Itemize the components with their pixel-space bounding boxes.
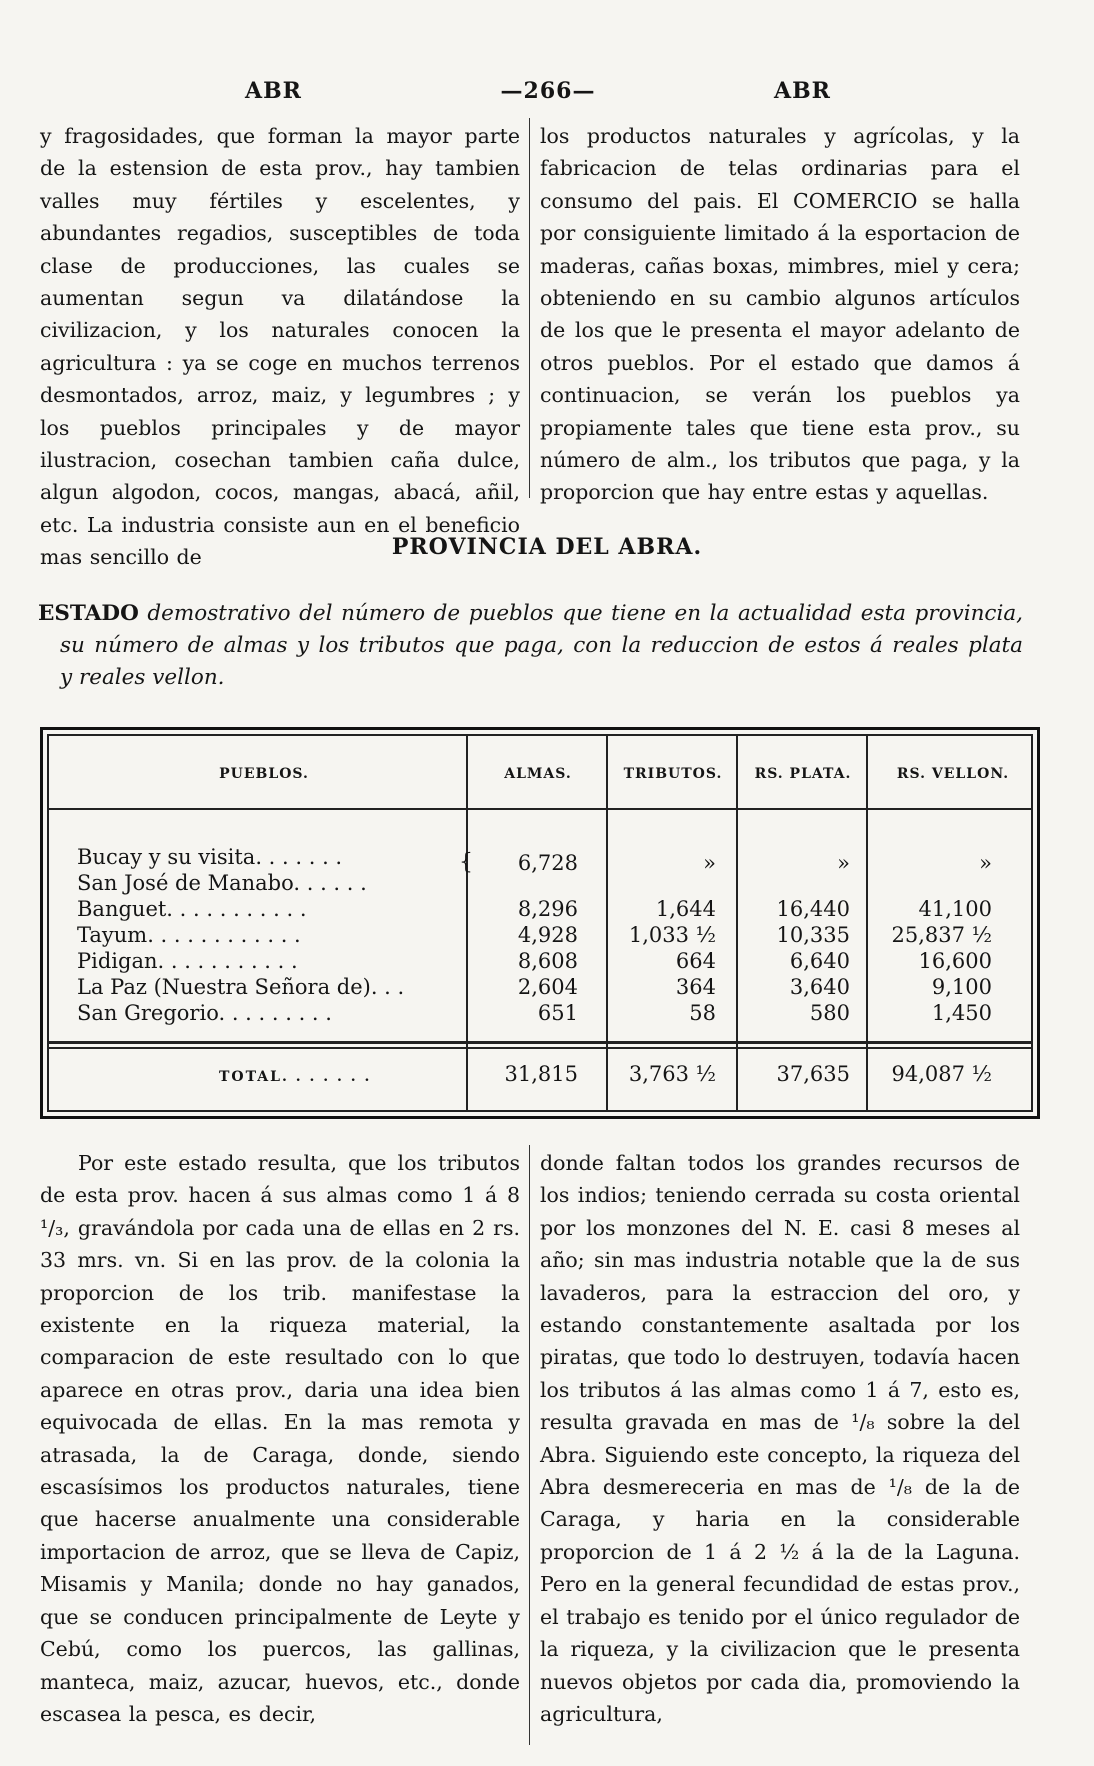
cell-pueblo: San José de Manabo. . . . . . — [77, 871, 367, 895]
cell-vellon: 25,837 ½ — [891, 923, 992, 947]
cell-pueblo: Bucay y su visita. . . . . . . — [77, 845, 343, 869]
cell-tributos: 58 — [689, 1001, 716, 1025]
table-row — [49, 922, 1031, 948]
cell-vellon: 1,450 — [931, 1001, 992, 1025]
cell-plata: 3,640 — [789, 975, 850, 999]
caption-line-3: y reales vellon. — [60, 665, 225, 690]
brace-glyph: { — [459, 850, 473, 875]
table-row — [49, 974, 1031, 1000]
paragraph-bottom-right: donde faltan todos los grandes recursos de los indios; teniendo cerrada su costa oriental por los monzones del N. E. casi 8 meses al año; sin mas industria notable que la de sus lavaderos, para la estraccion del oro, y estando constantemente asaltada por los piratas, que todo lo destruyen, todavía hacen los tributos á las almas como 1 á 7, esto es, resulta gravada en mas de ¹/₈ sobre la del Abra. Siguiendo este concepto, la riqueza del Abra desmereceria en mas de ¹/₈ de la de Caraga, y haria en la considerable proporcion de 1 á 2 ½ á la de la Laguna. Pero en la general fecundidad de estas prov., el trabajo es tenido por el único regulador de la riqueza, y la civilizacion que le presenta nuevos objetos por cada dia, promoviendo la agricultura, — [540, 1151, 1020, 1726]
cell-almas: 4,928 — [517, 923, 578, 947]
table-caption — [38, 598, 1023, 694]
cell-tributos: 664 — [675, 949, 716, 973]
header-pueblos: PUEBLOS. — [219, 766, 309, 782]
cell-plata: » — [837, 851, 850, 875]
data-table — [40, 727, 1040, 1119]
cell-almas: 8,296 — [517, 897, 578, 921]
cell-pueblo: San Gregorio. . . . . . . . . — [77, 1001, 332, 1025]
cell-tributos: 1,033 ½ — [628, 923, 716, 947]
header-rs-vellon: RS. VELLON. — [896, 766, 1010, 782]
cell-tributos: » — [703, 851, 716, 875]
paragraph-top-right: los productos naturales y agrícolas, y la fabricacion de telas ordinarias para el consumo del pais. El COMERCIO se halla por consiguiente limitado á la esportacion de maderas, cañas boxas, mimbres, miel y cera; obteniendo en su cambio algunos artículos de los que le presenta el mayor adelanto de otros pueblos. Por el estado que damos á continuacion, se verán los pueblos ya propiamente tales que tiene esta prov., su número de alm., los tributos que paga, y la proporcion que hay entre estas y aquellas. — [540, 124, 1020, 505]
header-almas: ALMAS. — [504, 766, 572, 782]
total-label: TOTAL. . . . . . . — [219, 1069, 372, 1085]
cell-tributos: 1,644 — [655, 897, 716, 921]
running-header-left: ABR — [245, 78, 302, 104]
cell-almas: 2,604 — [517, 975, 578, 999]
caption-lead: ESTADO — [38, 601, 139, 626]
caption-line-2: su número de almas y los tributos que paga, con la reduccion de estos á reales plata — [60, 633, 1023, 658]
column-bottom-right — [540, 1147, 1020, 1730]
table-inner-frame — [47, 734, 1033, 1112]
caption-line-1-text: demostrativo del número de pueblos que tiene en la actualidad esta provincia, — [147, 601, 1023, 626]
column-divider-top — [529, 118, 530, 498]
column-bottom-left — [40, 1147, 520, 1730]
cell-plata: 10,335 — [776, 923, 850, 947]
total-rule-1 — [49, 1041, 1031, 1044]
cell-vellon: 41,100 — [918, 897, 992, 921]
table-row — [49, 1000, 1031, 1026]
cell-almas: 6,728 — [517, 851, 578, 875]
cell-pueblo: Pidigan. . . . . . . . . . . — [77, 949, 298, 973]
column-top-left — [40, 120, 520, 574]
cell-tributos: 364 — [675, 975, 716, 999]
cell-pueblo: Banguet. . . . . . . . . . . — [77, 897, 307, 921]
cell-almas: 8,608 — [517, 949, 578, 973]
cell-vellon: » — [979, 851, 992, 875]
table-row — [49, 870, 1031, 896]
paragraph-top-left: y fragosidades, que forman la mayor parte de la estension de esta prov., hay tambien valles muy fértiles y escelentes, y abundantes regadios, susceptibles de toda clase de producciones, las cuales se aumentan segun va dilatándose la civilizacion, y los naturales conocen la agricultura : ya se coge en muchos terrenos desmontados, arroz, maiz, y legumbres ; y los pueblos principales y de mayor ilustracion, cosechan tambien caña dulce, algun algodon, cocos, mangas, abacá, añil, etc. La industria consiste aun en el beneficio mas sencillo de — [40, 124, 520, 570]
table-row — [49, 844, 1031, 875]
cell-plata: 6,640 — [789, 949, 850, 973]
cell-pueblo: Tayum. . . . . . . . . . . . — [77, 923, 301, 947]
caption-line-1 — [38, 598, 1023, 630]
header-tributos: TRIBUTOS. — [623, 766, 723, 782]
table-row — [49, 948, 1031, 974]
column-divider-bottom — [529, 1145, 530, 1745]
total-rule-2 — [49, 1047, 1031, 1049]
total-vellon: 94,087 ½ — [891, 1062, 992, 1086]
cell-vellon: 9,100 — [931, 975, 992, 999]
section-title: PROVINCIA DEL ABRA. — [391, 534, 703, 560]
header-rs-plata: RS. PLATA. — [754, 766, 852, 782]
total-almas: 31,815 — [504, 1062, 578, 1086]
header-rule — [49, 808, 1031, 810]
table-row — [49, 896, 1031, 922]
cell-almas: 651 — [537, 1001, 578, 1025]
cell-plata: 580 — [809, 1001, 850, 1025]
column-top-right — [540, 120, 1020, 509]
running-header-right: ABR — [774, 78, 831, 104]
cell-pueblo: La Paz (Nuestra Señora de). . . — [77, 975, 405, 999]
cell-plata: 16,440 — [776, 897, 850, 921]
paragraph-bottom-left: Por este estado resulta, que los tributos de esta prov. hacen á sus almas como 1 á 8 ¹/₃, gravándola por cada una de ellas en 2 rs. 33 mrs. vn. Si en las prov. de la colonia la proporcion de los trib. manifestase la existente en la riqueza material, la comparacion de este resultado con lo que aparece en otras prov., daria una idea bien equivocada de ellas. En la mas remota y atrasada, la de Caraga, donde, siendo escasísimos los productos naturales, tiene que hacerse anualmente una considerable importacion de arroz, que se lleva de Capiz, Misamis y Manila; donde no hay ganados, que se conducen principalmente de Leyte y Cebú, como los puercos, las gallinas, manteca, maiz, azucar, huevos, etc., donde escasea la pesca, es decir, — [40, 1151, 520, 1726]
total-tributos: 3,763 ½ — [628, 1062, 716, 1086]
cell-vellon: 16,600 — [918, 949, 992, 973]
page-number: —266— — [500, 78, 596, 104]
total-plata: 37,635 — [776, 1062, 850, 1086]
